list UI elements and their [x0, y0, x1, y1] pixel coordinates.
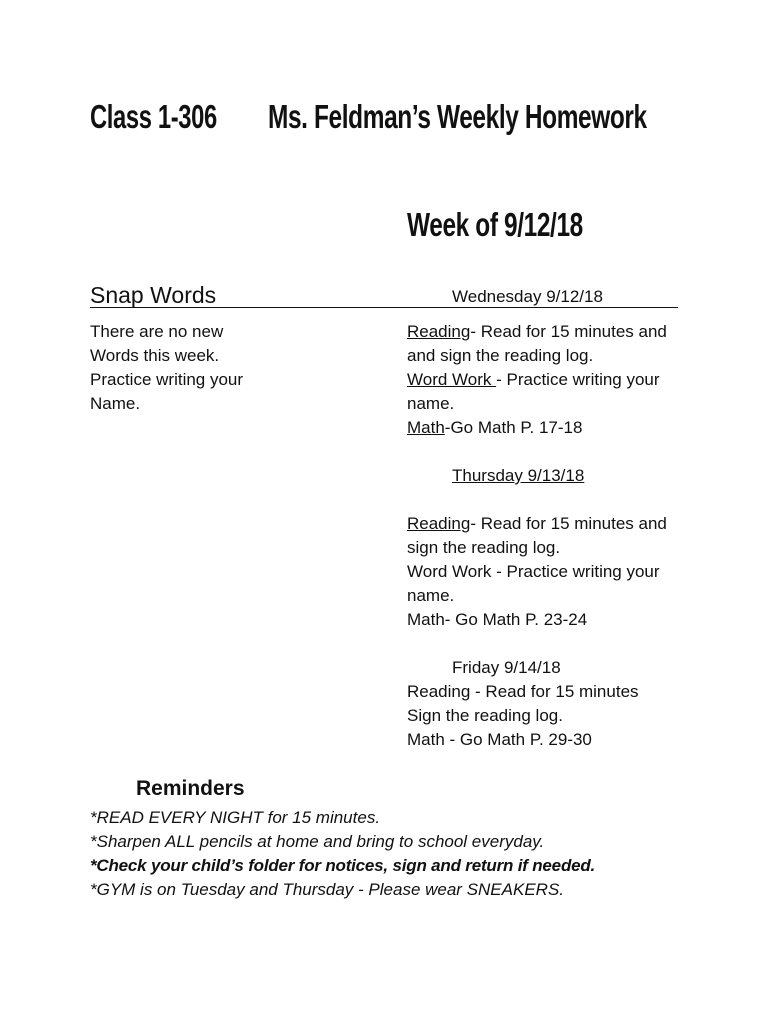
reminder-item: *Check your child’s folder for notices, sign and return if needed. — [90, 856, 596, 875]
reminders-heading: Reminders — [136, 777, 245, 800]
homework-column — [407, 320, 667, 752]
page-title: Ms. Feldman’s Weekly Homework — [268, 98, 647, 135]
thursday-word-work: Word Work - Practice writing your — [407, 562, 660, 581]
snap-words-text — [90, 320, 243, 416]
reading-text: - Read for 15 minutes and — [470, 322, 667, 341]
thursday-reading — [407, 512, 667, 536]
reminders-list — [90, 806, 595, 902]
reminder-item: *READ EVERY NIGHT for 15 minutes. — [90, 808, 381, 827]
wednesday-word-work — [407, 368, 667, 392]
reading-text: - Read for 15 minutes and — [470, 514, 667, 533]
snap-line: There are no new — [90, 322, 224, 341]
wednesday-heading: Wednesday 9/12/18 — [452, 287, 603, 306]
thursday-heading-row — [407, 464, 667, 488]
friday-reading: Reading - Read for 15 minutes — [407, 682, 639, 701]
reading-label: Reading — [407, 514, 471, 533]
reminder-item: *Sharpen ALL pencils at home and bring to school everyday. — [90, 832, 545, 851]
word-work-label: Word Work — [407, 370, 497, 389]
thursday-word-work-2: name. — [407, 586, 455, 605]
math-label: Math — [407, 418, 445, 437]
thursday-math: Math- Go Math P. 23-24 — [407, 610, 588, 629]
math-text: -Go Math P. 17-18 — [444, 418, 583, 437]
wednesday-reading-2: and sign the reading log. — [407, 346, 594, 365]
snap-line: Practice writing your — [90, 370, 244, 389]
word-work-text: - Practice writing your — [496, 370, 660, 389]
reminder-item: *GYM is on Tuesday and Thursday - Please wear SNEAKERS. — [90, 880, 564, 899]
spacer — [407, 632, 667, 656]
wednesday-reading — [407, 320, 667, 344]
spacer — [407, 440, 667, 464]
friday-heading: Friday 9/14/18 — [452, 658, 561, 677]
class-label: Class 1-306 — [90, 98, 217, 135]
friday-reading-2: Sign the reading log. — [407, 706, 563, 725]
week-title: Week of 9/12/18 — [407, 206, 583, 243]
snap-words-heading: Snap Words — [90, 282, 217, 308]
friday-math: Math - Go Math P. 29-30 — [407, 730, 592, 749]
wednesday-math — [407, 416, 667, 440]
wednesday-word-work-2: name. — [407, 394, 455, 413]
snap-line: Words this week. — [90, 346, 220, 365]
snap-line: Name. — [90, 394, 141, 413]
thursday-reading-2: sign the reading log. — [407, 538, 561, 557]
thursday-heading: Thursday 9/13/18 — [452, 466, 585, 485]
header-divider — [90, 307, 678, 308]
reading-label: Reading — [407, 322, 471, 341]
spacer — [407, 488, 667, 512]
